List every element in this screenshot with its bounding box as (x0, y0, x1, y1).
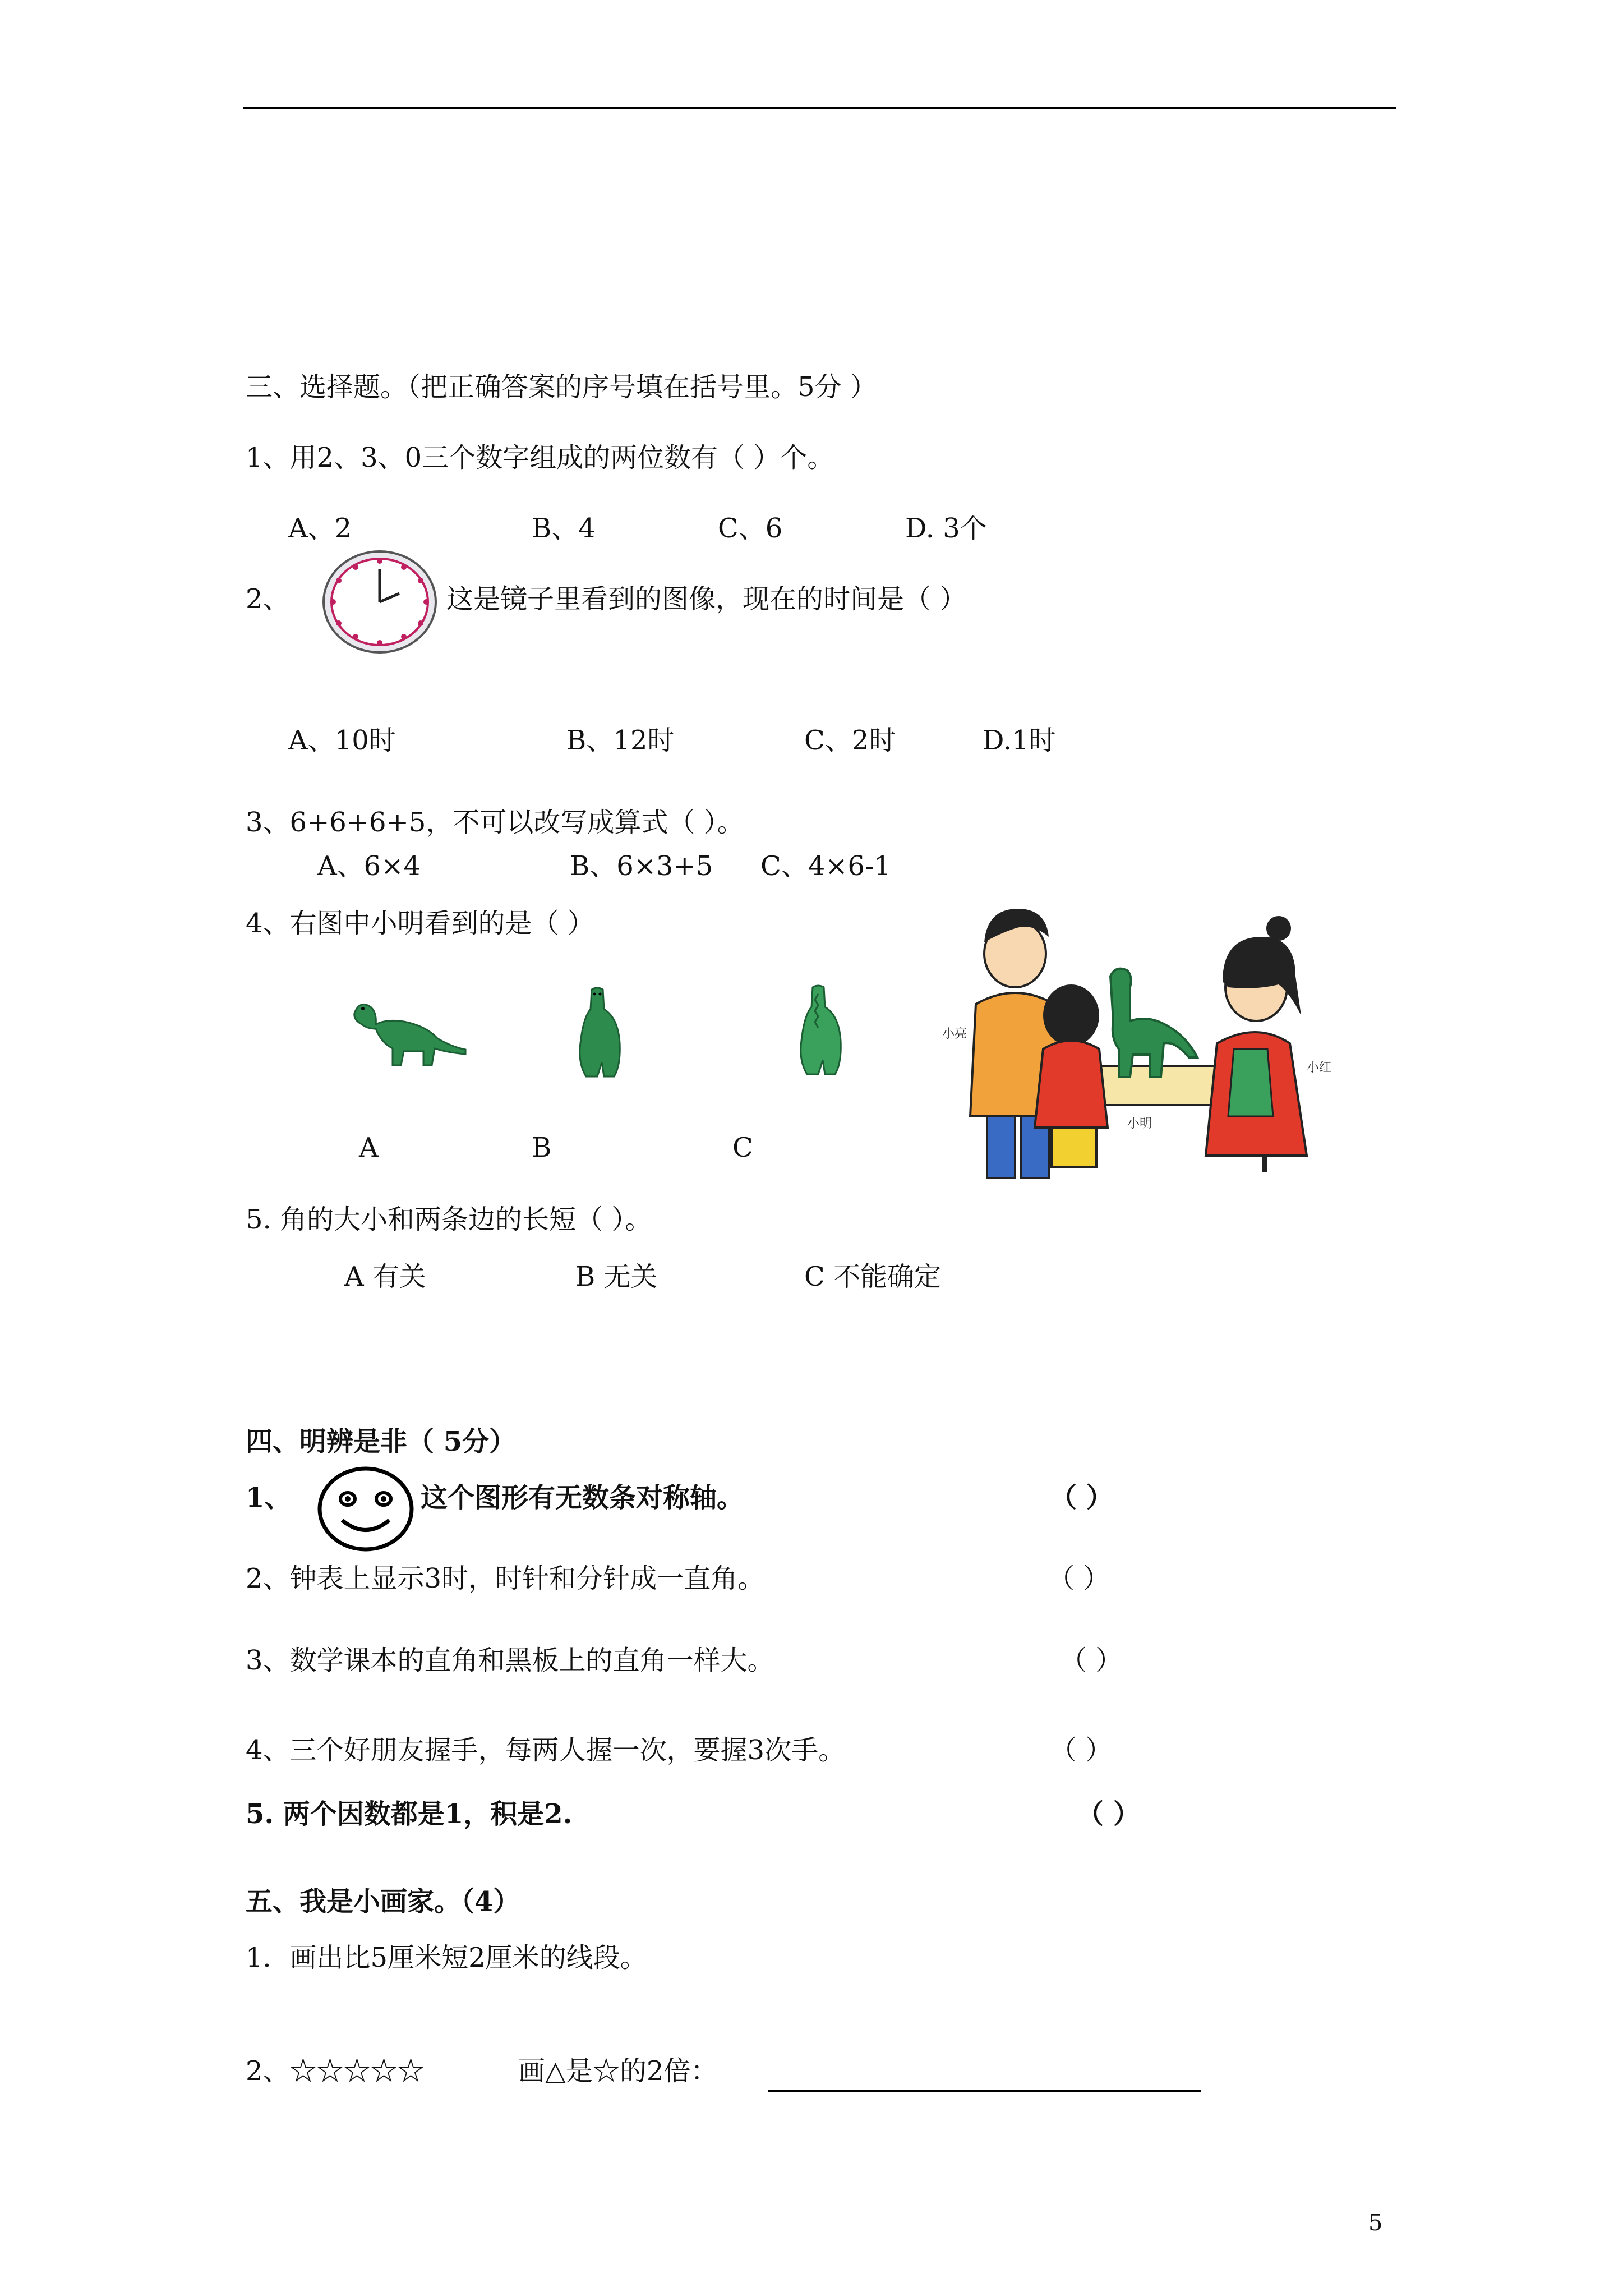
smiley-face-icon (315, 1464, 416, 1554)
s4-item4-paren: （ ） (1050, 1734, 1113, 1766)
q3-option-b: B、6×3+5 (570, 850, 713, 882)
q4-option-c: C (732, 1132, 753, 1163)
s5-q2-stars: 2、☆☆☆☆☆ (246, 2055, 425, 2087)
q2-option-d: D.1时 (983, 725, 1056, 756)
q5-text: 5. 角的大小和两条边的长短（ ）。 (246, 1204, 652, 1235)
answer-blank-line (768, 2090, 1201, 2092)
s4-item1-text: 这个图形有无数条对称轴。 (421, 1482, 744, 1513)
q2-text: 这是镜子里看到的图像，现在的时间是（ ） (446, 583, 967, 615)
children-scene-illustration (942, 903, 1346, 1184)
q5-option-a: A 有关 (344, 1261, 426, 1292)
s4-item5-text: 5. 两个因数都是1，积是2. (246, 1798, 573, 1830)
s4-item2-text: 2、钟表上显示3时，时针和分针成一直角。 (246, 1563, 765, 1594)
q4-text: 4、右图中小明看到的是（ ） (246, 908, 594, 939)
q3-option-c: C、4×6-1 (760, 850, 891, 882)
dinosaur-back-view-icon (787, 983, 849, 1078)
q1-option-a: A、2 (288, 513, 352, 544)
q1-option-c: C、6 (718, 513, 783, 544)
q5-option-b: B 无关 (575, 1261, 658, 1292)
s4-item1-paren: （ ） (1050, 1482, 1113, 1513)
s4-item2-paren: （ ） (1048, 1563, 1110, 1594)
label-xiaohong: 小红 (1307, 1061, 1332, 1075)
s5-q2-text: 画△是☆的2倍： (518, 2055, 718, 2087)
section5-header: 五、我是小画家。（4） (246, 1886, 520, 1917)
q2-option-a: A、10时 (288, 725, 396, 756)
s4-item3-text: 3、数学课本的直角和黑板上的直角一样大。 (246, 1645, 774, 1676)
q2-option-c: C、2时 (804, 725, 896, 756)
s4-item1-number: 1、 (246, 1482, 292, 1513)
dinosaur-side-view-icon (343, 991, 467, 1075)
q5-option-c: C 不能确定 (804, 1261, 941, 1292)
section3-header: 三、选择题。（把正确答案的序号填在括号里。5分 ） (246, 371, 877, 403)
q3-option-a: A、6×4 (317, 850, 421, 882)
q4-option-a: A (359, 1132, 379, 1163)
q3-text: 3、6+6+6+5，不可以改写成算式（ ）。 (246, 807, 744, 838)
mirror-clock-icon (321, 549, 439, 655)
q2-option-b: B、12时 (566, 725, 675, 756)
page-number: 5 (1368, 2210, 1383, 2236)
q1-option-b: B、4 (532, 513, 596, 544)
s4-item4-text: 4、三个好朋友握手，每两人握一次，要握3次手。 (246, 1734, 846, 1766)
header-rule (243, 107, 1396, 109)
dinosaur-front-view-icon (566, 985, 628, 1080)
s5-q1-text: 1．画出比5厘米短2厘米的线段。 (246, 1942, 647, 1973)
section4-header: 四、明辨是非（ 5分） (246, 1426, 517, 1457)
s4-item5-paren: （ ） (1077, 1798, 1140, 1830)
q4-option-b: B (532, 1132, 552, 1163)
label-xiaoliang: 小亮 (942, 1027, 967, 1041)
q1-text: 1、用2、3、0三个数字组成的两位数有（ ）个。 (246, 442, 834, 473)
q2-number: 2、 (246, 583, 290, 615)
label-xiaoming: 小明 (1127, 1117, 1152, 1131)
q1-option-d: D. 3个 (905, 513, 987, 544)
s4-item3-paren: （ ） (1060, 1645, 1123, 1676)
